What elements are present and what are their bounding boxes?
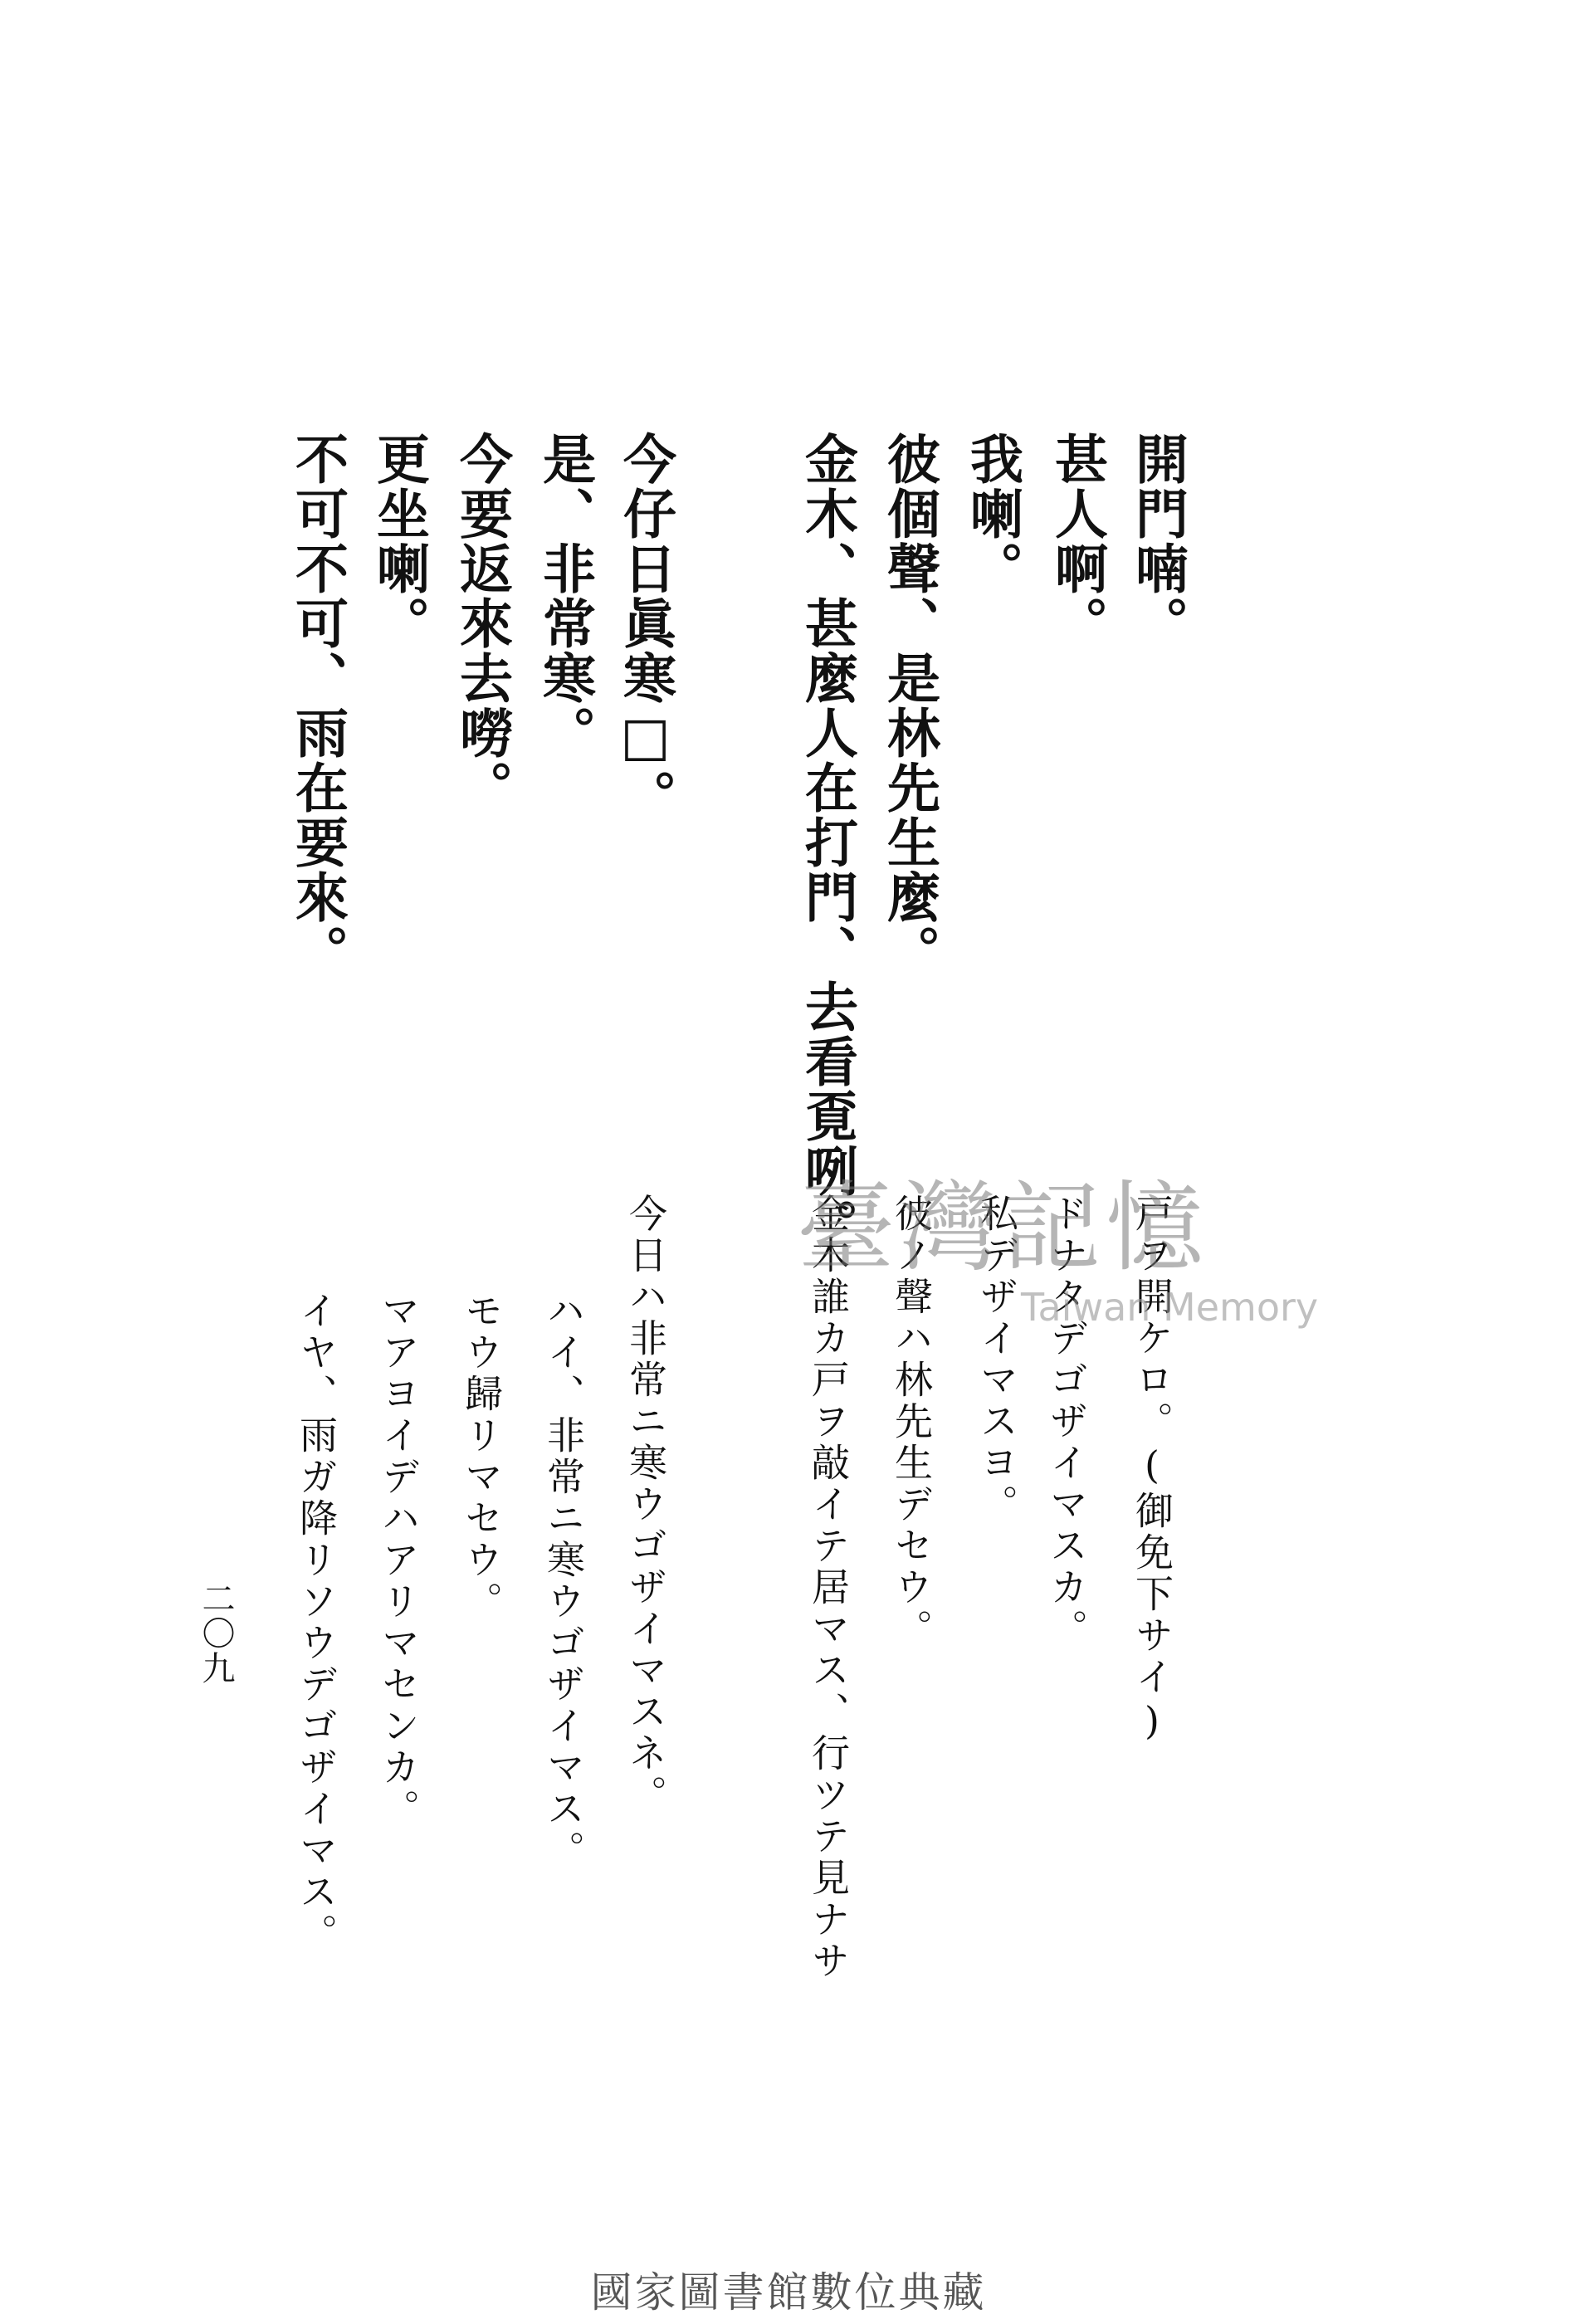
japanese-line-9: マアヨイデハアリマセンカ。 [376,1291,421,1830]
chinese-line-2: 甚人啊。 [1046,432,1108,651]
japanese-line-2: ドナタデゴザイマスカ。 [1044,1194,1089,1650]
chinese-line-7: 是、非常寒。 [534,432,596,760]
chinese-line-4: 彼個聲、是林先生麼。 [878,432,940,979]
japanese-line-3: 私デザイマスヨ。 [974,1194,1019,1526]
archive-footer: 國家圖書館數位典藏 [590,2268,987,2317]
japanese-line-10: イヤ、雨ガ降リソウデゴザイマス。 [294,1291,339,1955]
japanese-line-8: モウ歸リマセウ。 [459,1291,504,1623]
chinese-line-3: 我喇。 [961,432,1023,596]
chinese-line-8: 今要返來去嘮。 [451,432,513,815]
chinese-line-1: 開門喃。 [1126,432,1189,651]
watermark-logo-subtitle: Taiwan Memory [1021,1285,1319,1330]
watermark-logo-text: 臺灣記憶 [797,1170,1209,1285]
japanese-line-7: ハイ、非常ニ寒ウゴザイマス。 [541,1291,586,1872]
chinese-line-5: 金木、甚麼人在打門、去看覔咧。 [796,432,858,1253]
japanese-line-5: 金木誰カ戸ヲ敲イテ居マス、行ツテ見ナサ [806,1194,851,1982]
chinese-line-10: 不可不可、雨在要來。 [286,432,349,979]
chinese-line-9: 更坐喇。 [368,432,430,651]
japanese-line-1: 戸ヲ開ケロ。(御免下サイ) [1130,1194,1174,1746]
japanese-line-6: 今日ハ非常ニ寒ウゴザイマスネ。 [623,1194,668,1816]
japanese-line-4: 彼ノ聲ハ林先生デセウ。 [889,1194,934,1650]
page-number: 二〇九 [197,1581,235,1686]
chinese-line-6: 今仔日眞寒□。 [614,432,676,824]
